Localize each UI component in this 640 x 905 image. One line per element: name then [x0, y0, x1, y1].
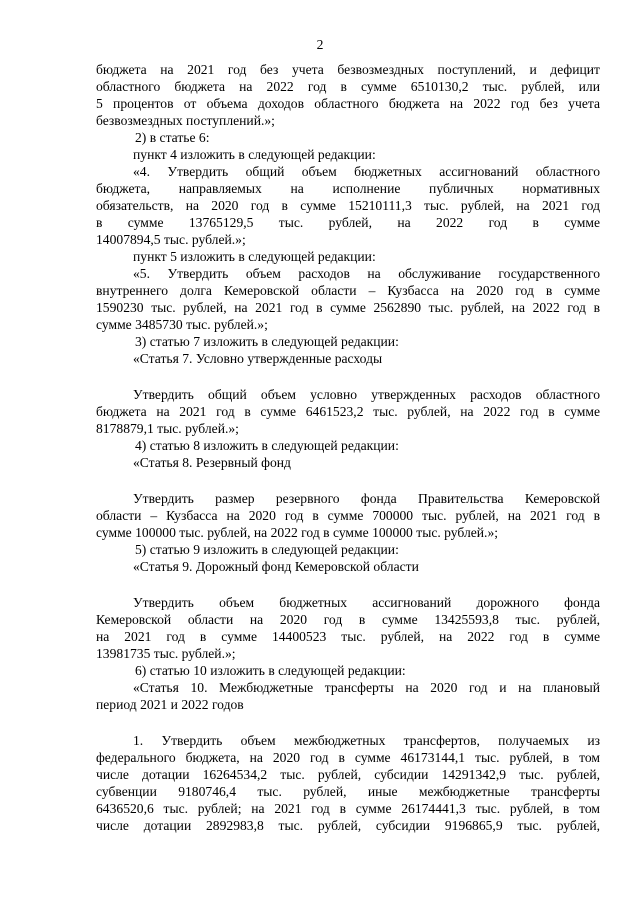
text-line: «Статья 9. Дорожный фонд Кемеровской области	[133, 559, 419, 574]
text-line: Кемеровской области на 2020 год в сумме 13425593,8 тыс. рублей,	[96, 612, 600, 627]
text-line: «Статья 8. Резервный фонд	[133, 455, 291, 470]
blank-line	[96, 713, 600, 732]
document-body	[96, 61, 600, 834]
text-line: Утвердить общий объем условно утвержденных расходов областного	[133, 387, 600, 402]
text-line: 14007894,5 тыс. рублей.»;	[96, 232, 246, 247]
text-line: «Статья 10. Межбюджетные трансферты на 2020 год и на плановый	[133, 680, 600, 695]
text-line: Утвердить объем бюджетных ассигнований дорожного фонда	[133, 595, 600, 610]
text-line: 1. Утвердить объем межбюджетных трансфертов, получаемых из	[133, 733, 600, 748]
text-line: «5. Утвердить объем расходов на обслуживание государственного	[133, 266, 600, 281]
text-line: числе дотации 2892983,8 тыс. рублей, субсидии 9196865,9 тыс. рублей,	[96, 818, 600, 833]
text-line: 1590230 тыс. рублей, на 2021 год в сумме 2562890 тыс. рублей, на 2022 год в	[96, 300, 600, 315]
text-line: областного бюджета на 2022 год в сумме 6510130,2 тыс. рублей, или	[96, 79, 600, 94]
text-line: «4. Утвердить общий объем бюджетных ассигнований областного	[133, 164, 600, 179]
text-line: сумме 100000 тыс. рублей, на 2022 год в сумме 100000 тыс. рублей.»;	[96, 525, 499, 540]
text-line: бюджета на 2021 год в сумме 6461523,2 тыс. рублей, на 2022 год в сумме	[96, 404, 600, 419]
blank-line	[96, 575, 600, 594]
text-line: сумме 3485730 тыс. рублей.»;	[96, 317, 268, 332]
text-line: Утвердить размер резервного фонда Правительства Кемеровской	[133, 491, 600, 506]
text-line: субвенции 9180746,4 тыс. рублей, иные межбюджетные трансферты	[96, 784, 600, 799]
text-line: 13981735 тыс. рублей.»;	[96, 646, 236, 661]
text-line: 8178879,1 тыс. рублей.»;	[96, 421, 239, 436]
page-number: 2	[316, 37, 324, 52]
text-line: пункт 4 изложить в следующей редакции:	[133, 147, 376, 162]
text-line: бюджета, направляемых на исполнение публичных нормативных	[96, 181, 600, 196]
text-line: области – Кузбасса на 2020 год в сумме 700000 тыс. рублей, на 2021 год в	[96, 508, 600, 523]
text-line: период 2021 и 2022 годов	[96, 697, 244, 712]
text-line: пункт 5 изложить в следующей редакции:	[133, 249, 376, 264]
text-line: обязательств, на 2020 год в сумме 15210111,3 тыс. рублей, на 2021 год	[96, 198, 600, 213]
text-line: «Статья 7. Условно утвержденные расходы	[133, 351, 383, 366]
text-line: 6436520,6 тыс. рублей; на 2021 год в сумме 26174441,3 тыс. рублей, в том	[96, 801, 600, 816]
text-line: числе дотации 16264534,2 тыс. рублей, субсидии 14291342,9 тыс. рублей,	[96, 767, 600, 782]
text-line: 5) статью 9 изложить в следующей редакции:	[135, 542, 399, 557]
text-line: 4) статью 8 изложить в следующей редакции:	[135, 438, 399, 453]
text-line: на 2021 год в сумме 14400523 тыс. рублей, на 2022 год в сумме	[96, 629, 600, 644]
text-line: 2) в статье 6:	[135, 130, 210, 145]
text-line: 3) статью 7 изложить в следующей редакции:	[135, 334, 399, 349]
text-line: внутреннего долга Кемеровской области – Кузбасса на 2020 год в сумме	[96, 283, 600, 298]
blank-line	[96, 367, 600, 386]
blank-line	[96, 471, 600, 490]
text-line: федерального бюджета, на 2020 год в сумме 46173144,1 тыс. рублей, в том	[96, 750, 600, 765]
text-line: в сумме 13765129,5 тыс. рублей, на 2022 год в сумме	[96, 215, 600, 230]
text-line: 5 процентов от объема доходов областного бюджета на 2022 год без учета	[96, 96, 600, 111]
text-line: бюджета на 2021 год без учета безвозмездных поступлений, и дефицит	[96, 62, 600, 77]
text-line: безвозмездных поступлений.»;	[96, 113, 275, 128]
text-line: 6) статью 10 изложить в следующей редакции:	[135, 663, 406, 678]
